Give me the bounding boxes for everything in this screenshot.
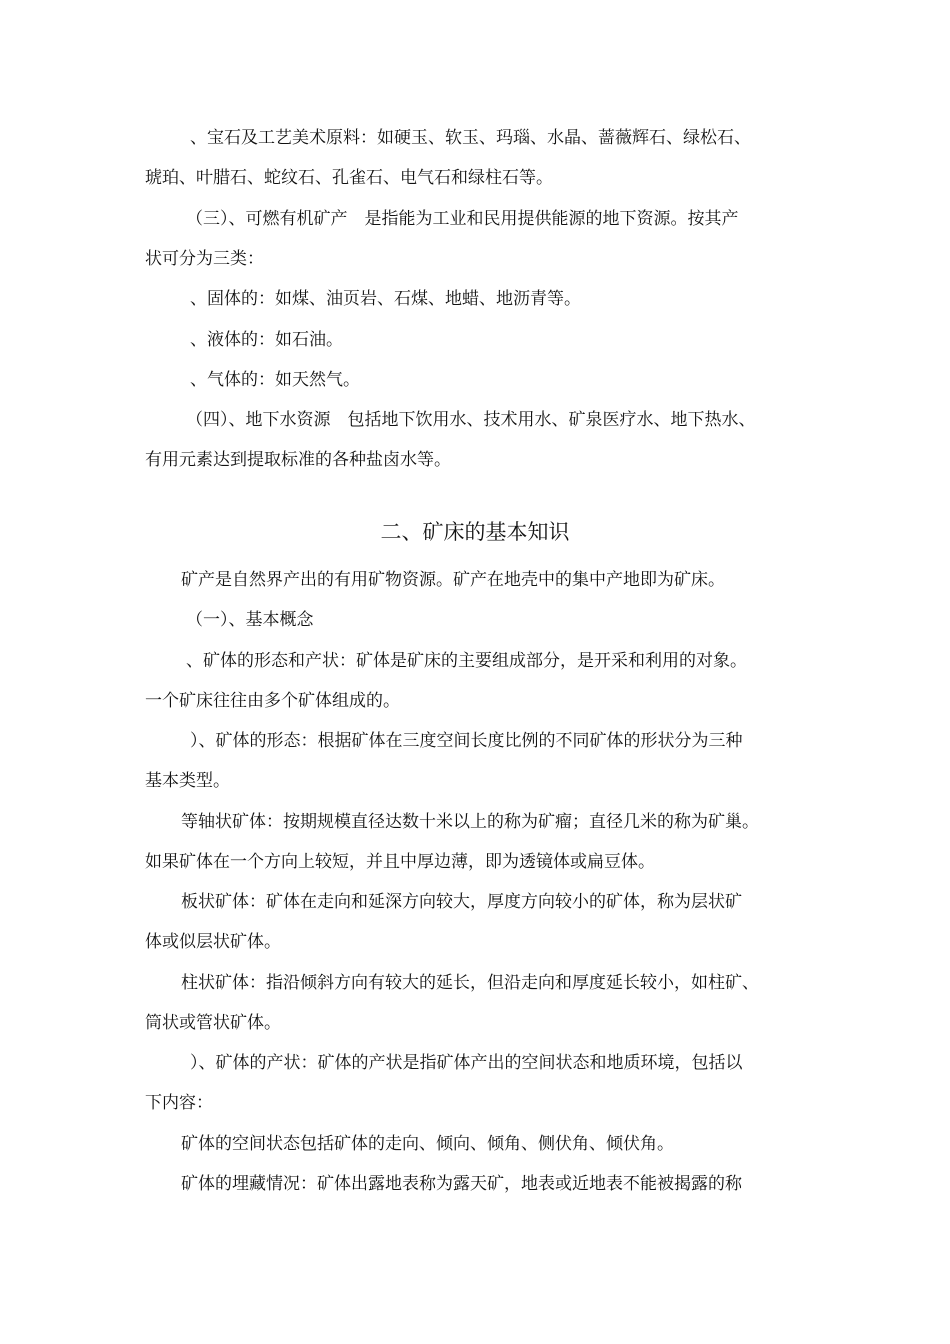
paragraph-isometric-line-1: 等轴状矿体：按期规模直径达数十米以上的称为矿瘤；直径几米的称为矿巢。 xyxy=(181,812,759,832)
paragraph-occurrence-line-1: ）、矿体的产状：矿体的产状是指矿体产出的空间状态和地质环境，包括以 xyxy=(190,1053,743,1073)
paragraph-orebody-line-2: 一个矿床往往由多个矿体组成的。 xyxy=(145,691,400,711)
paragraph-columnar-line-1: 柱状矿体：指沿倾斜方向有较大的延长，但沿走向和厚度延长较小，如柱矿、 xyxy=(181,973,759,993)
paragraph-gemstones-line-1: 、宝石及工艺美术原料：如硬玉、软玉、玛瑙、水晶、蔷薇辉石、绿松石、 xyxy=(190,128,751,148)
paragraph-orebody-line-1: 、矿体的形态和产状：矿体是矿床的主要组成部分，是开采和利用的对象。 xyxy=(186,651,747,671)
paragraph-isometric-line-2: 如果矿体在一个方向上较短，并且中厚边薄，即为透镜体或扁豆体。 xyxy=(145,852,655,872)
subheading-basic-concepts: （一）、基本概念 xyxy=(186,610,314,630)
paragraph-burial: 矿体的埋藏情况：矿体出露地表称为露天矿，地表或近地表不能被揭露的称 xyxy=(181,1174,742,1194)
paragraph-groundwater-line-2: 有用元素达到提取标准的各种盐卤水等。 xyxy=(145,450,451,470)
paragraph-groundwater-line-1: （四）、地下水资源 包括地下饮用水、技术用水、矿泉医疗水、地下热水、 xyxy=(186,410,756,430)
paragraph-morphology-line-1: ）、矿体的形态：根据矿体在三度空间长度比例的不同矿体的形状分为三种 xyxy=(190,731,743,751)
paragraph-combustible-line-1: （三）、可燃有机矿产 是指能为工业和民用提供能源的地下资源。按其产 xyxy=(186,209,739,229)
list-item-gas: 、气体的：如天然气。 xyxy=(190,370,360,390)
section-heading: 二、矿床的基本知识 xyxy=(380,520,570,544)
paragraph-occurrence-line-2: 下内容： xyxy=(145,1093,213,1113)
list-item-liquid: 、液体的：如石油。 xyxy=(190,330,343,350)
paragraph-columnar-line-2: 筒状或管状矿体。 xyxy=(145,1013,281,1033)
paragraph-combustible-line-2: 状可分为三类： xyxy=(145,249,264,269)
paragraph-spatial-state: 矿体的空间状态包括矿体的走向、倾向、倾角、侧伏角、倾伏角。 xyxy=(181,1134,674,1154)
list-item-solid: 、固体的：如煤、油页岩、石煤、地蜡、地沥青等。 xyxy=(190,289,581,309)
paragraph-gemstones-line-2: 琥珀、叶腊石、蛇纹石、孔雀石、电气石和绿柱石等。 xyxy=(145,168,553,188)
paragraph-tabular-line-2: 体或似层状矿体。 xyxy=(145,932,281,952)
paragraph-morphology-line-2: 基本类型。 xyxy=(145,771,230,791)
paragraph-intro: 矿产是自然界产出的有用矿物资源。矿产在地壳中的集中产地即为矿床。 xyxy=(181,570,725,590)
paragraph-tabular-line-1: 板状矿体：矿体在走向和延深方向较大，厚度方向较小的矿体，称为层状矿 xyxy=(181,892,742,912)
